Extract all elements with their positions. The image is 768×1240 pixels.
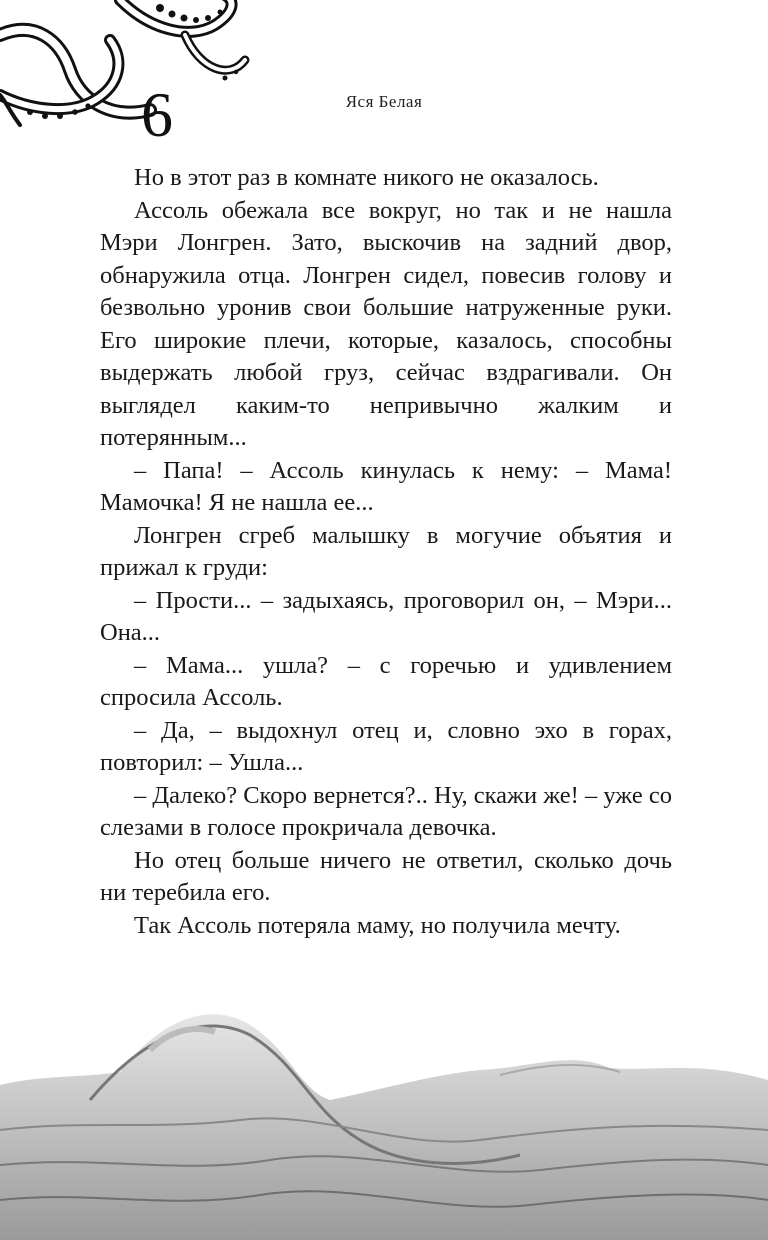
- paragraph: – Далеко? Скоро вернется?.. Ну, скажи же! – уже со слезами в голосе прокричала девочка.: [100, 781, 672, 841]
- octopus-tentacles-icon: [0, 0, 260, 175]
- paragraph: Но отец больше ничего не ответил, сколько дочь ни теребила его.: [100, 846, 672, 906]
- sea-waves-icon: [0, 980, 768, 1240]
- paragraph: Лонгрен сгреб малышку в могучие объятия и прижал к груди:: [100, 521, 672, 581]
- running-head-author: Яся Белая: [345, 92, 423, 111]
- paragraph: Так Ассоль потеряла маму, но получила мечту.: [134, 911, 621, 939]
- paragraph: – Прости... – задыхаясь, проговорил он, – Мэри... Она...: [100, 586, 672, 646]
- paragraph: – Папа! – Ассоль кинулась к нему: – Мама! Мамочка! Я не нашла ее...: [100, 456, 672, 516]
- paragraph: – Мама... ушла? – с горечью и удивлением спросила Ассоль.: [100, 651, 672, 711]
- paragraph: Но в этот раз в комнате никого не оказалось.: [134, 164, 599, 191]
- body-text: [100, 162, 672, 942]
- page-number: 6: [141, 79, 173, 150]
- paragraph: Ассоль обежала все вокруг, но так и не нашла Мэри Лонгрен. Зато, выскочив на задний двор, обнаружила отца. Лонгрен сидел, повесив голову и безвольно уронив свои большие натруженные руки. Его широкие плечи, которые, казалось, способны выдержать любой груз, сейчас вздрагивали. Он выглядел каким-то непривычно жалким и потерянным...: [100, 196, 672, 451]
- paragraph: – Да, – выдохнул отец и, словно эхо в горах, повторил: – Ушла...: [100, 716, 672, 776]
